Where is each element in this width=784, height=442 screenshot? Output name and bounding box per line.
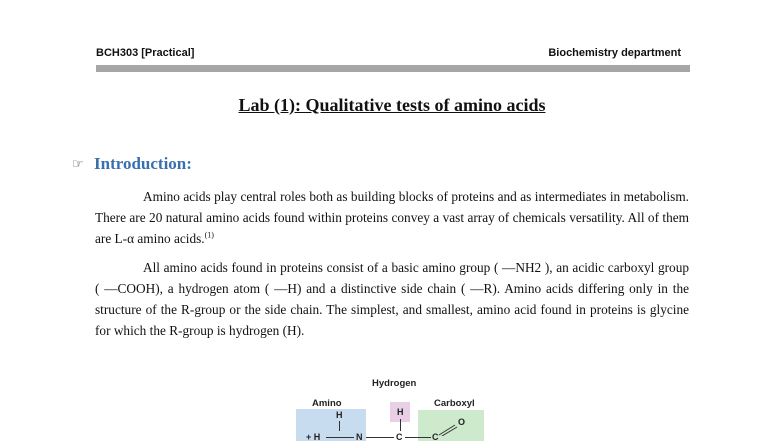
atom-c-carboxyl: C [432,432,439,442]
bond-n-c [366,437,394,438]
header-department: Biochemistry department [548,47,681,59]
figure-label-amino: Amino [312,398,342,409]
paragraph-2: All amino acids found in proteins consist of a basic amino group ( —NH2 ), an acidic carboxyl group ( —COOH), a hydrogen atom ( —H) and a distinctive side chain ( —R). Amino acids differing only in the structure of the R-group or the side chain. The simplest, and smallest, amino acid found in proteins is glycine for which the R-group is hydrogen (H). [95,260,689,338]
paragraph-1-text: Amino acids play central roles both as building blocks of proteins and as intermediates in metabolism. There are 20 natural amino acids found within proteins convey a vast array of chemicals versatility. All of them are L-α amino acids. [95,189,689,246]
atom-h-amino: H [336,410,343,420]
atom-h-center: H [397,407,404,417]
page-title: Lab (1): Qualitative tests of amino acids [238,95,546,115]
header-divider [96,65,690,72]
bond-n-h [339,421,340,431]
bond-h-n [326,437,354,438]
paragraph-1 [95,186,689,249]
bond-c-h [400,419,401,431]
pointing-hand-icon: ☞ [72,156,84,172]
paragraph-1-reference: (1) [204,230,214,240]
atom-n: N [356,432,363,442]
atom-o: O [458,417,466,427]
figure-label-carboxyl: Carboxyl [434,398,475,409]
header-course: BCH303 [Practical] [96,47,195,59]
atom-plus-h: + H [306,432,321,442]
figure-label-hydrogen: Hydrogen [372,378,417,389]
amino-acid-figure [290,374,500,441]
section-heading [72,154,192,174]
section-heading-text: Introduction: [94,154,192,173]
atom-c-alpha: C [396,432,403,442]
bond-c-c [405,437,431,438]
bond-c-o-double [438,424,458,436]
